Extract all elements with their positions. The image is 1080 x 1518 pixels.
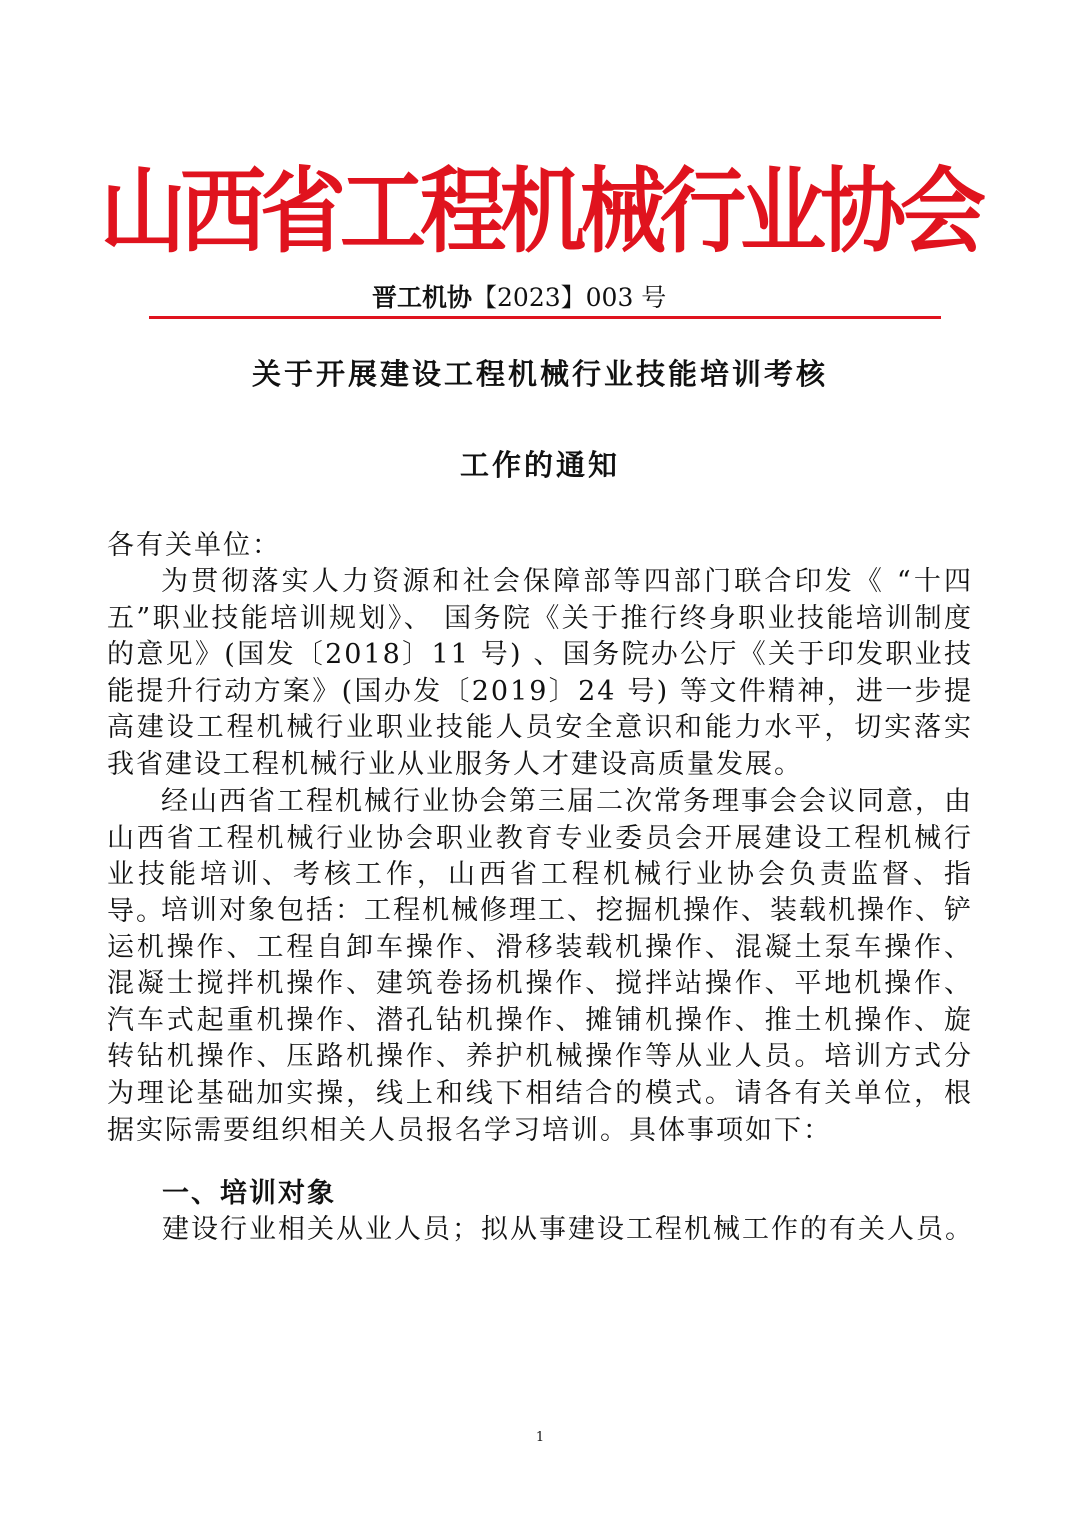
body-paragraph-2: 经山西省工程机械行业协会第三届二次常务理事会会议同意，由山西省工程机械行业协会职业教育专业委员会开展建设工程机械行业技能培训、考核工作，山西省工程机械行业协会负责监督、指导。	[107, 786, 973, 927]
organization-letterhead: 山西省工程机械行业协会	[100, 158, 980, 266]
section-text-training-target: 建设行业相关从业人员；拟从事建设工程机械工作的有关人员。	[162, 1214, 974, 1245]
page-number: 1	[535, 1430, 545, 1445]
section-heading-training-target: 一、培训对象	[162, 1178, 336, 1209]
document-number	[372, 278, 666, 318]
letterhead-divider	[149, 316, 941, 319]
document-title-line-2: 工作的通知	[459, 448, 620, 482]
document-title-line-1: 关于开展建设工程机械行业技能培训考核	[251, 357, 828, 391]
document-number-prefix: 晋工机协	[372, 283, 473, 312]
salutation: 各有关单位：	[107, 530, 281, 561]
document-number-suffix: 【2023】003 号	[472, 283, 667, 312]
body-paragraph-1: 为贯彻落实人力资源和社会保障部等四部门联合印发《 “十四五”职业技能培训规划》、 国务院《关于推行终身职业技能培训制度的意见》(国发〔2018〕11 号) 、国务院办公厅《关于印发职业技能提升行动方案》(国办发〔2019〕24 号) 等文件精神，进一步提高建设工程机械行业职业技能人员安全意识和能力水平，切实落实我省建设工程机械行业从业服务人才建设高质量发展。	[107, 566, 973, 780]
body-paragraph-3: 培训对象包括：工程机械修理工、挖掘机操作、装载机操作、铲运机操作、工程自卸车操作、滑移装载机操作、混凝土泵车操作、混凝士搅拌机操作、建筑卷扬机操作、搅拌站操作、平地机操作、汽车式起重机操作、潜孔钻机操作、摊铺机操作、推土机操作、旋转钻机操作、压路机操作、养护机械操作等从业人员。培训方式分为理论基础加实操，线上和线下相结合的模式。请各有关单位，根据实际需要组织相关人员报名学习培训。具体事项如下：	[107, 895, 973, 1146]
